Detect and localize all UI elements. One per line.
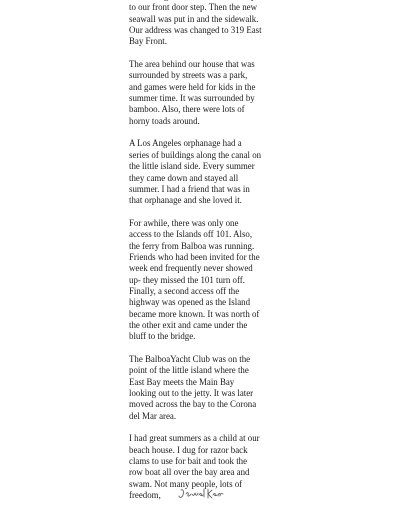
- closing-line: [129, 490, 329, 501]
- text-line: The area behind our house that was: [129, 59, 255, 70]
- text-line: point of the little island where the: [129, 365, 249, 376]
- text-line: Friends who had been invited for the: [129, 251, 260, 262]
- text-line: del Mar area.: [129, 410, 177, 421]
- text-line: East Bay meets the Main Bay: [129, 376, 235, 387]
- text-line: Our address was changed to 319 East: [129, 25, 262, 36]
- text-line: to our front door step. Then the new: [129, 2, 258, 13]
- text-line: summer time. It was surrounded by: [129, 93, 255, 104]
- text-line: bamboo. Also, there were lots of: [129, 104, 245, 115]
- text-line: week end frequently never showed: [129, 263, 253, 274]
- text-line: surrounded by streets was a park,: [129, 70, 248, 81]
- paragraph-park: [129, 59, 329, 127]
- text-line: series of buildings along the canal on: [129, 149, 262, 160]
- text-line: moved across the bay to the Corona: [129, 399, 257, 410]
- paragraph-access: [129, 218, 329, 343]
- text-line: seawall was put in and the sidewalk.: [129, 13, 259, 24]
- text-line: and games were held for kids in the: [129, 81, 256, 92]
- text-line: horny toads around.: [129, 115, 200, 126]
- paragraph-seawall: [129, 0, 329, 48]
- text-line: summer. I had a friend that was in: [129, 183, 250, 194]
- text-line: freedom,: [129, 490, 161, 501]
- text-line: looking out to the jetty. It was later: [129, 388, 254, 399]
- text-line: highway was opened as the Island: [129, 297, 251, 308]
- text-line: the other exit and came under the: [129, 319, 248, 330]
- text-line: For awhile, there was only one: [129, 217, 239, 228]
- text-column: [129, 0, 329, 513]
- text-line: the little island side. Every summer: [129, 161, 255, 172]
- text-line: became more known. It was north of: [129, 308, 260, 319]
- text-line: access to the Islands off 101. Also,: [129, 229, 253, 240]
- text-line: bluff to the bridge.: [129, 331, 196, 342]
- text-line: Finally, a second access off the: [129, 285, 240, 296]
- text-line: clams to use for bait and took the: [129, 456, 248, 467]
- text-line: that orphanage and she loved it.: [129, 195, 242, 206]
- text-line: swam. Not many people, lots of: [129, 478, 243, 489]
- text-line: I had great summers as a child at our: [129, 433, 260, 444]
- text-line: they came down and stayed all: [129, 172, 239, 183]
- text-line: Bay Front.: [129, 36, 167, 47]
- text-line: beach house. I dug for razor back: [129, 444, 248, 455]
- text-line: up- they missed the 101 turn off.: [129, 274, 245, 285]
- paragraph-summers: [129, 433, 329, 501]
- text-line: A Los Angeles orphanage had a: [129, 138, 242, 149]
- text-line: row boat all over the bay area and: [129, 467, 250, 478]
- paragraph-yacht-club: [129, 354, 329, 422]
- text-line: The BalboaYacht Club was on the: [129, 354, 251, 364]
- paragraph-orphanage: [129, 138, 329, 206]
- handwritten-signature: [177, 486, 225, 502]
- text-line: the ferry from Balboa was running.: [129, 240, 255, 251]
